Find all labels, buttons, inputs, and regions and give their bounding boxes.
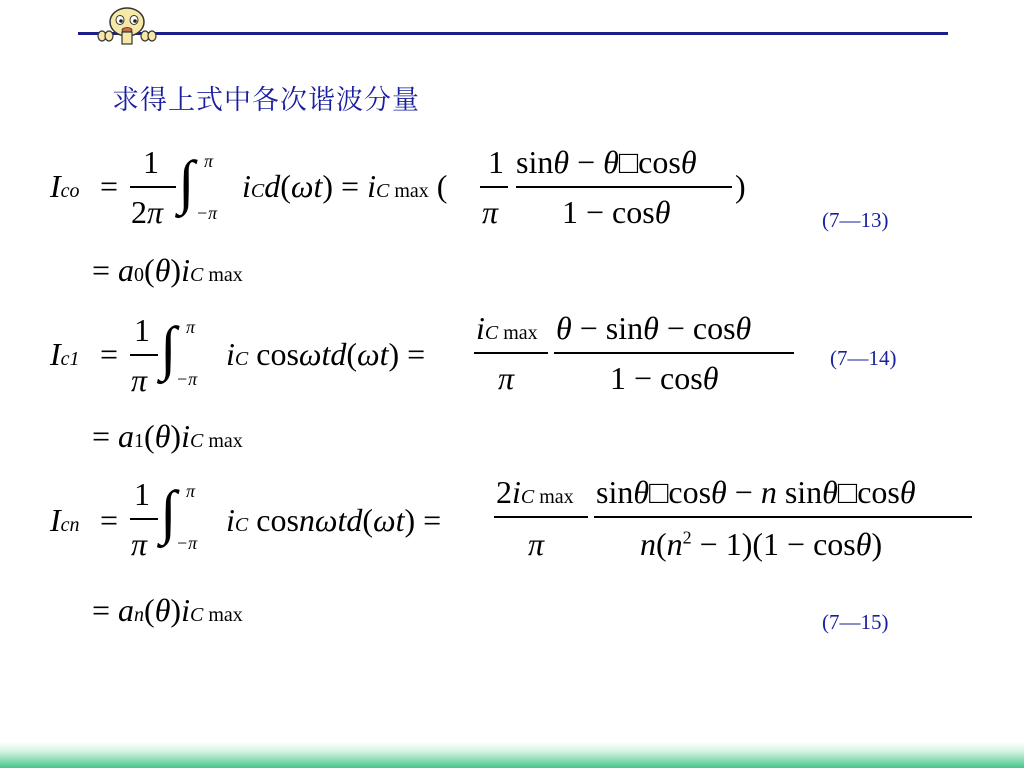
header-rule [78, 32, 948, 35]
slide-title: 求得上式中各次谐波分量 [112, 85, 420, 116]
equation-number-7-14: (7—14) [830, 346, 897, 370]
equation-number-7-15: (7—15) [822, 610, 889, 634]
equation-number-7-13: (7—13) [822, 208, 889, 232]
footer-gradient-band [0, 742, 1024, 768]
peeking-face-icon [94, 6, 160, 46]
